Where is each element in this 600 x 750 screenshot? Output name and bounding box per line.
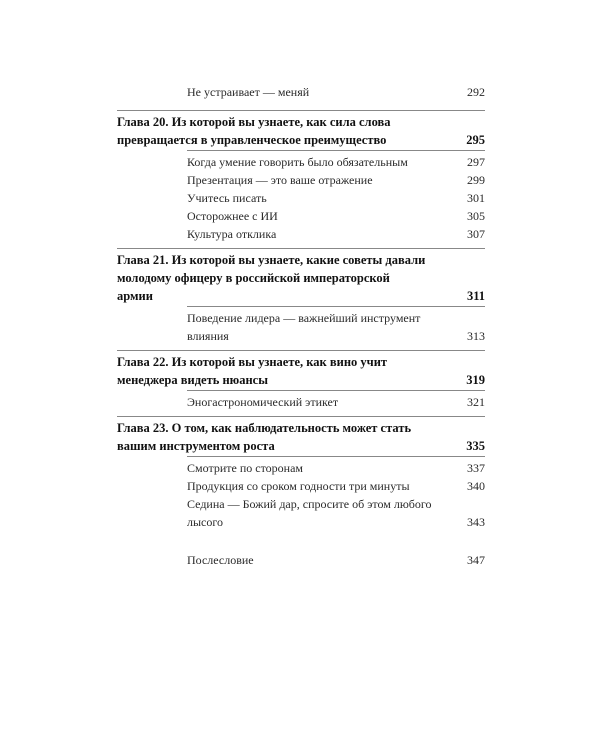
chapter-sub-rule	[187, 150, 485, 151]
toc-chapter-22	[117, 350, 485, 411]
chapter-rule	[117, 110, 485, 111]
toc-entry	[117, 171, 485, 189]
toc-entry-page: 307	[467, 227, 485, 241]
toc-entry	[117, 309, 485, 345]
toc-entry	[117, 495, 485, 531]
chapter-page: 319	[466, 373, 485, 387]
toc-entry-page: 299	[467, 173, 485, 187]
chapter-page: 335	[466, 439, 485, 453]
toc-entry	[117, 393, 485, 411]
toc-entry-title: Смотрите по сторонам	[187, 461, 303, 475]
chapter-title: Глава 22. Из которой вы узнаете, как вино учит менеджера видеть нюансы	[117, 355, 388, 387]
toc-entry-title: Не устраивает — меняй	[187, 85, 310, 99]
chapter-rule	[117, 416, 485, 417]
toc-entry-page: 343	[467, 515, 485, 529]
toc-entry-title: Культура отклика	[187, 227, 277, 241]
chapter-rule	[117, 350, 485, 351]
toc-entry-title: Презентация — это ваше отражение	[187, 173, 373, 187]
toc-entry-title: Продукция со сроком годности три минуты	[187, 479, 410, 493]
toc-chapter-23	[117, 416, 485, 531]
toc-entry-title: Седина — Божий дар, спросите об этом любого лысого	[187, 497, 432, 529]
toc-entry-page: 340	[467, 479, 485, 493]
toc-entry	[117, 153, 485, 171]
toc-entry-page: 292	[467, 85, 485, 99]
toc-entry-title: Поведение лидера — важнейший инструмент влияния	[187, 311, 421, 343]
chapter-rule	[117, 248, 485, 249]
toc-entry-page: 347	[467, 553, 485, 567]
toc-entry-page: 305	[467, 209, 485, 223]
chapter-sub-rule	[187, 306, 485, 307]
toc-entry-page: 301	[467, 191, 485, 205]
toc-entry-page: 321	[467, 395, 485, 409]
toc-entry-page: 297	[467, 155, 485, 169]
toc-entry-title: Послесловие	[187, 553, 254, 567]
chapter-heading	[117, 113, 485, 149]
toc-entry	[117, 207, 485, 225]
chapter-title: Глава 23. О том, как наблюдательность может стать вашим инструментом роста	[117, 421, 412, 453]
toc-entry-title: Эногастрономический этикет	[187, 395, 339, 409]
chapter-page: 295	[466, 133, 485, 147]
chapter-page: 311	[466, 289, 485, 303]
toc-entry	[117, 189, 485, 207]
chapter-title: Глава 21. Из которой вы узнаете, какие советы давали молодому офицеру в российской императорской армии	[117, 253, 426, 303]
table-of-contents	[117, 83, 485, 569]
toc-entry	[117, 477, 485, 495]
toc-entry-title: Учитесь писать	[187, 191, 267, 205]
toc-entry	[117, 459, 485, 477]
toc-entry	[117, 225, 485, 243]
chapter-sub-rule	[187, 456, 485, 457]
toc-chapter-21	[117, 248, 485, 345]
toc-entry-title: Когда умение говорить было обязательным	[187, 155, 408, 169]
toc-entry-afterword	[117, 551, 485, 569]
toc-entry-page: 337	[467, 461, 485, 475]
toc-entry-page: 313	[467, 329, 485, 343]
toc-entry-title: Осторожнее с ИИ	[187, 209, 278, 223]
chapter-sub-rule	[187, 390, 485, 391]
toc-entry	[117, 83, 485, 101]
chapter-heading	[117, 419, 485, 455]
chapter-heading	[117, 251, 485, 305]
toc-chapter-20	[117, 110, 485, 243]
chapter-title: Глава 20. Из которой вы узнаете, как сила слова превращается в управленческое преимущество	[117, 115, 391, 147]
chapter-heading	[117, 353, 485, 389]
